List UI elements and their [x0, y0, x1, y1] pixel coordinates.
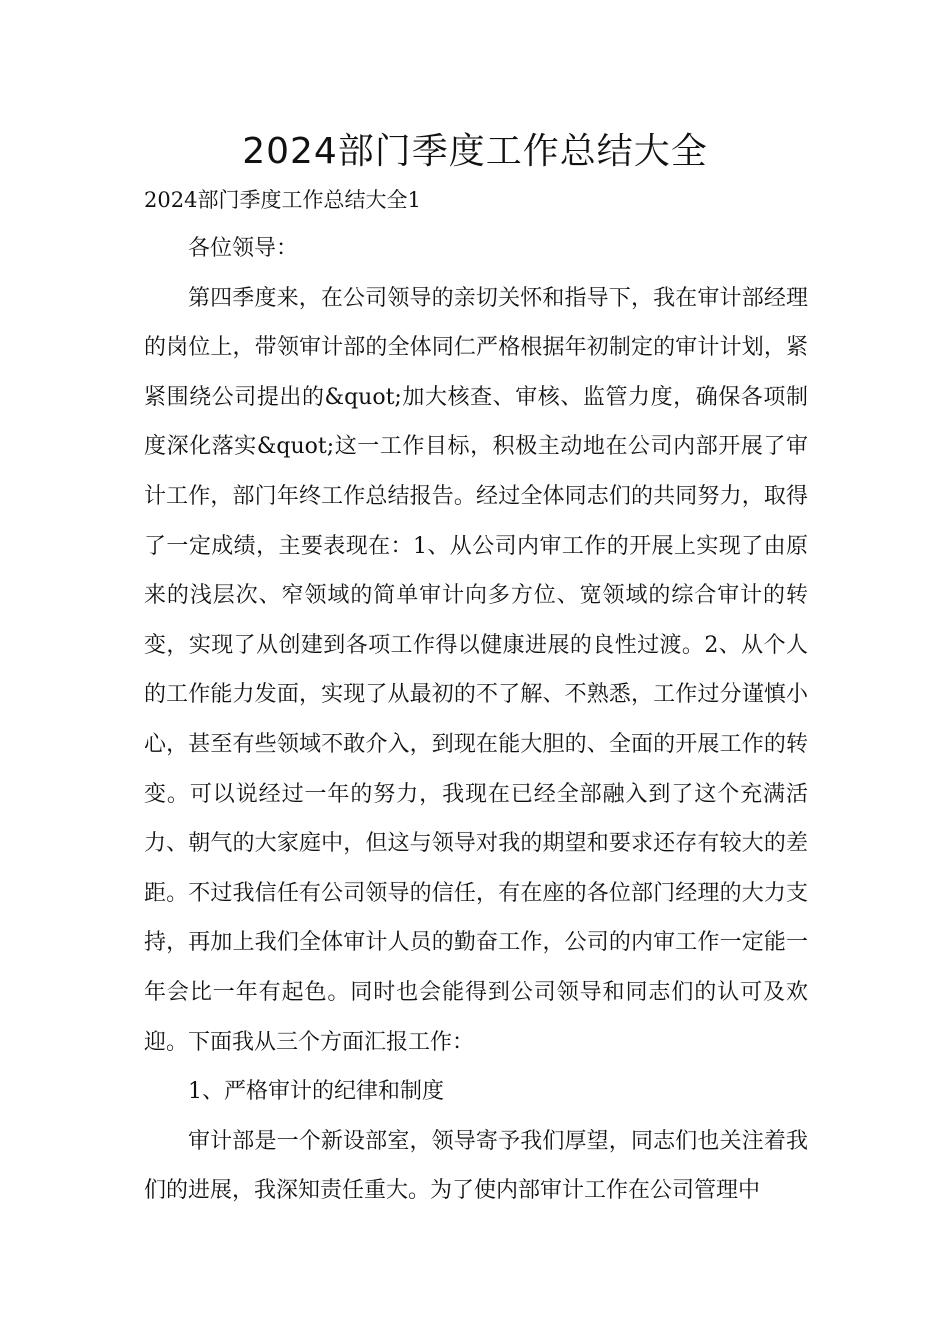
paragraph-1: 第四季度来，在公司领导的亲切关怀和指导下，我在审计部经理的岗位上，带领审计部的全体同仁严格根据年初制定的审计计划，紧紧围绕公司提出的&quot;加大核查、审核、监管力度，确保各项制度深化落实&quot;这一工作目标，积极主动地在公司内部开展了审计工作，部门年终工作总结报告。经过全体同志们的共同努力，取得了一定成绩，主要表现在：1、从公司内审工作的开展上实现了由原来的浅层次、窄领域的简单审计向多方位、宽领域的综合审计的转变，实现了从创建到各项工作得以健康进展的良性过渡。2、从个人的工作能力发面，实现了从最初的不了解、不熟悉，工作过分谨慎小心，甚至有些领域不敢介入，到现在能大胆的、全面的开展工作的转变。可以说经过一年的努力，我现在已经全部融入到了这个充满活力、朝气的大家庭中，但这与领导对我的期望和要求还存有较大的差距。不过我信任有公司领导的信任，有在座的各位部门经理的大力支持，再加上我们全体审计人员的勤奋工作，公司的内审工作一定能一年会比一年有起色。同时也会能得到公司领导和同志们的认可及欢迎。下面我从三个方面汇报工作： [144, 285, 808, 1055]
document-title: 2024部门季度工作总结大全 [242, 131, 708, 172]
salutation: 各位领导： [188, 236, 299, 261]
section-subtitle: 2024部门季度工作总结大全1 [144, 188, 421, 212]
paragraph-2: 审计部是一个新设部室，领导寄予我们厚望，同志们也关注着我们的进展，我深知责任重大。为了使内部审计工作在公司管理中 [144, 1128, 808, 1204]
section-heading-1: 1、严格审计的纪律和制度 [188, 1079, 444, 1105]
document-body [144, 176, 808, 1216]
